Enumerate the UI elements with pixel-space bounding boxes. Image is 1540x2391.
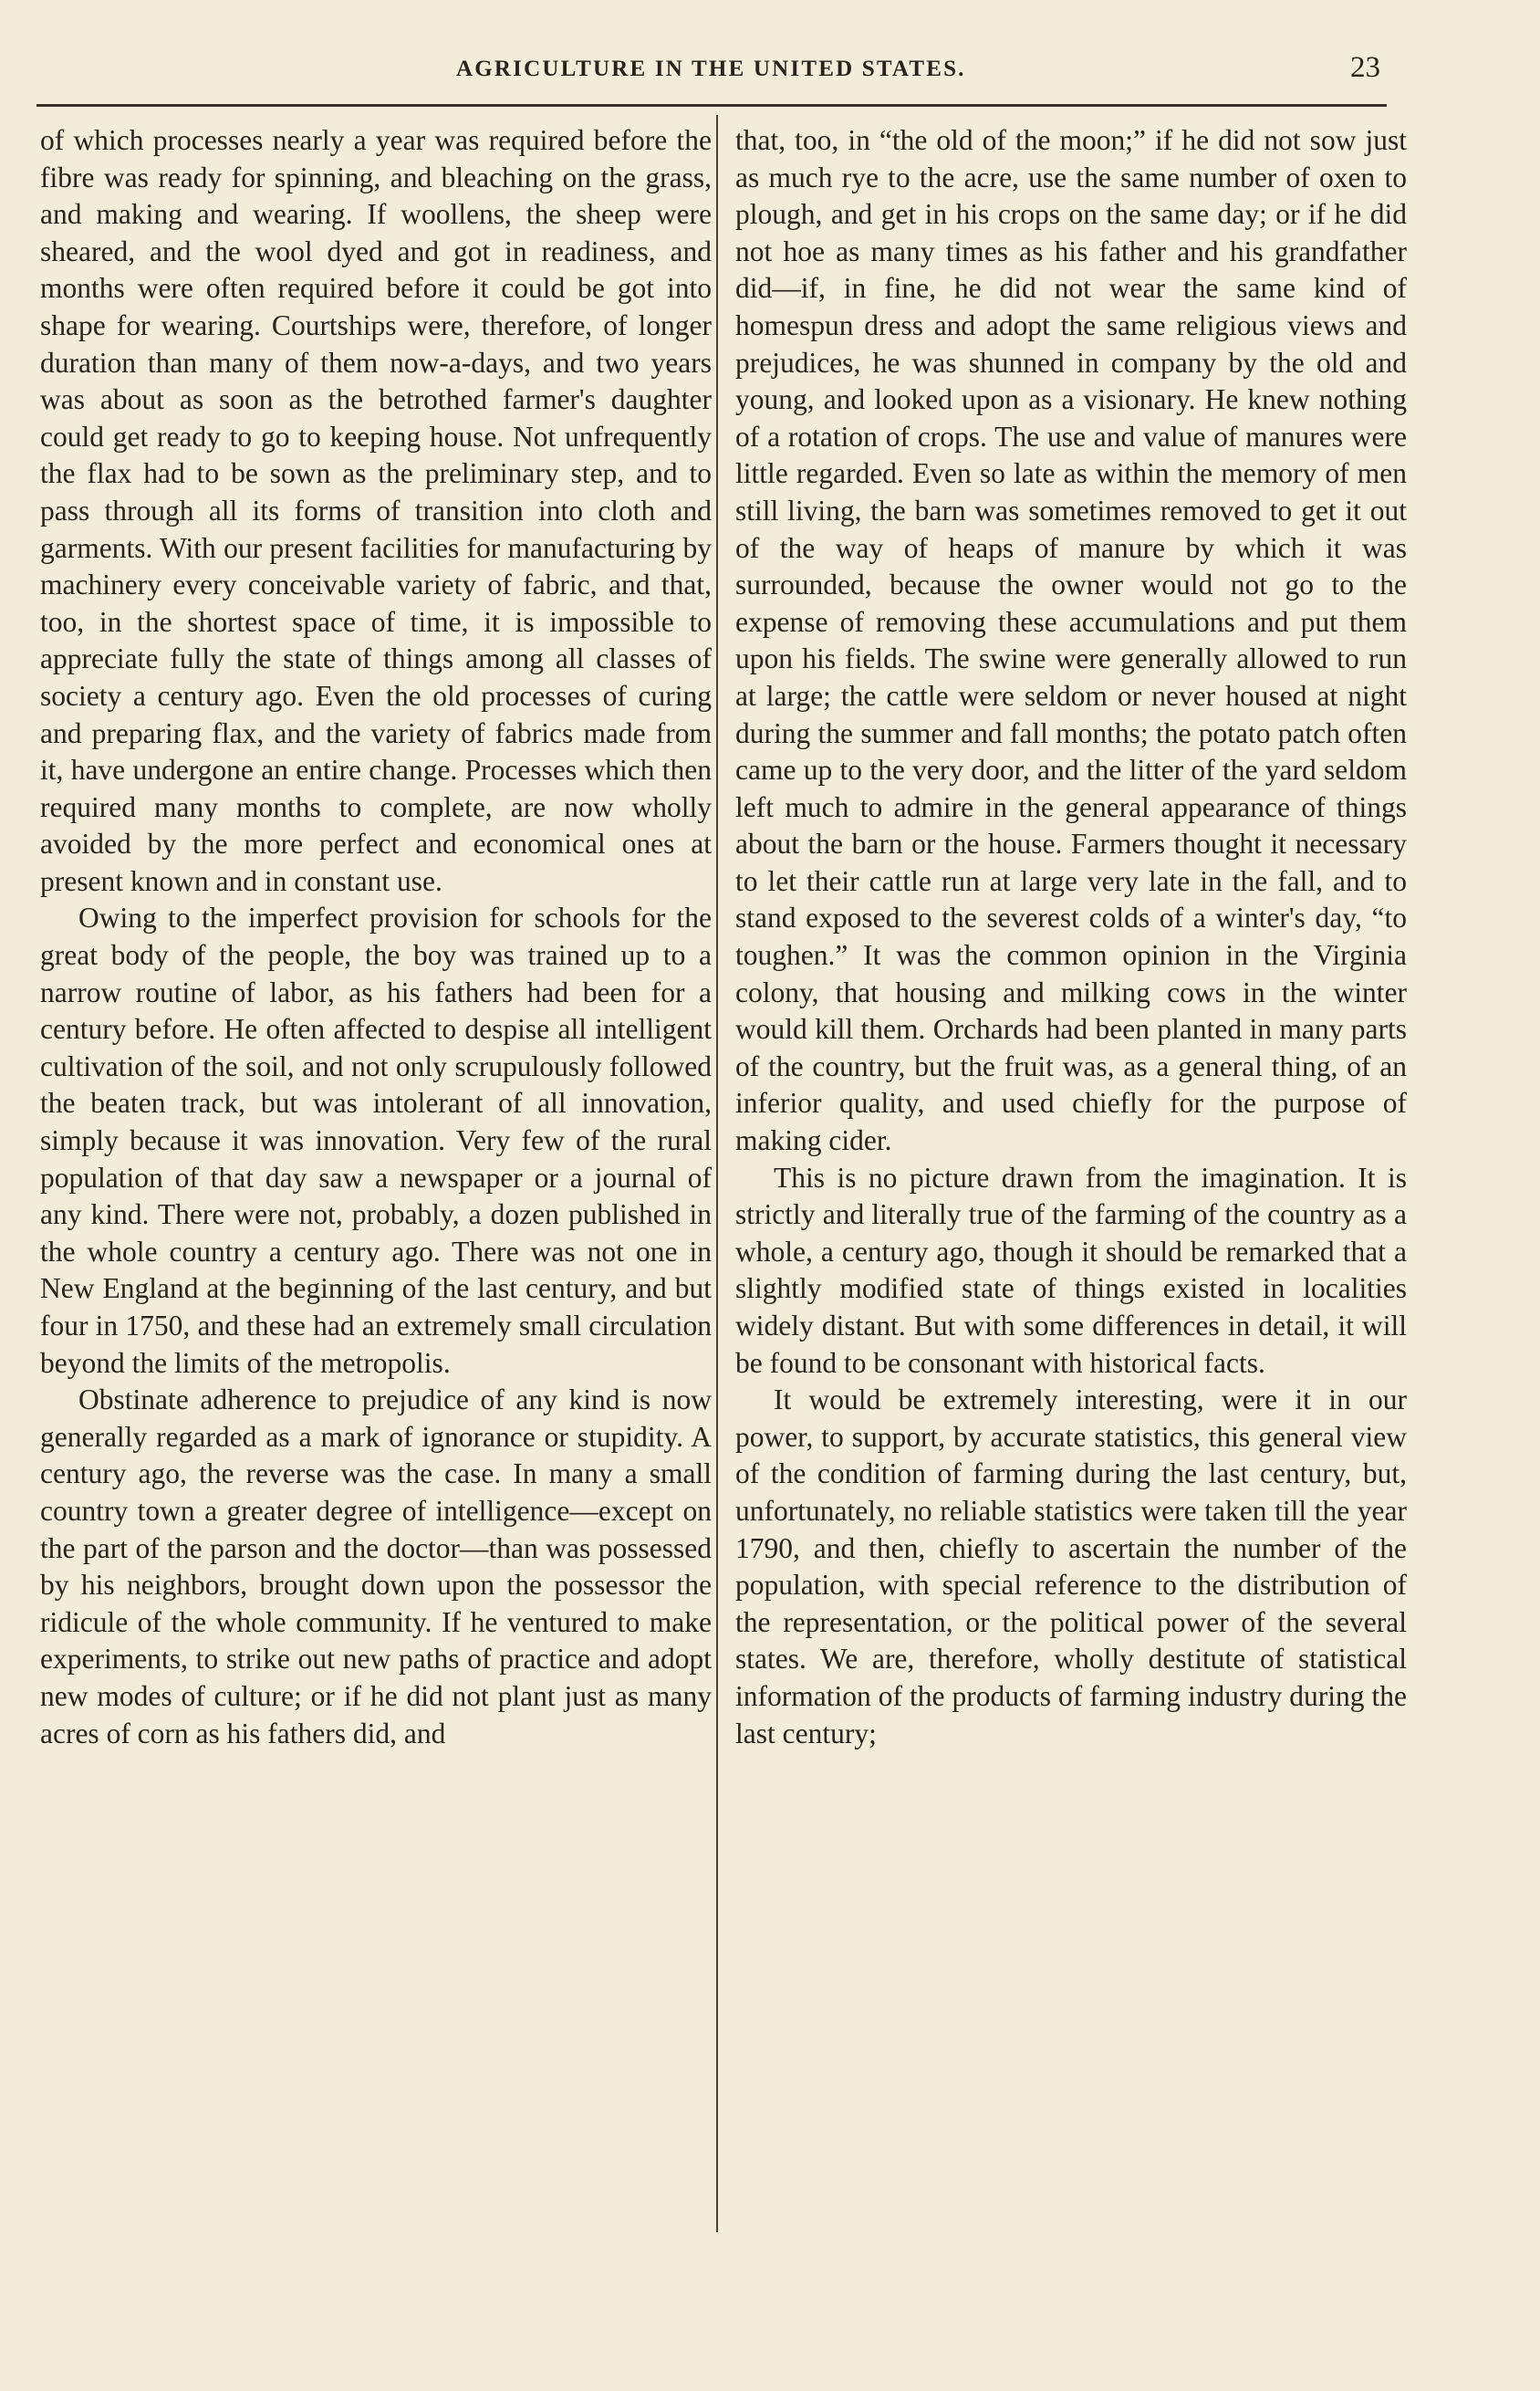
- paragraph: It would be extremely interesting, were it in our power, to support, by accurate statistics, this general view of the condition of farming during the last century, but, unfortunately, no reliable statistics were taken till the year 1790, and then, chiefly to ascertain the number of the population, with special reference to the distribution of the representation, or the political power of the several states. We are, therefore, wholly destitute of statistical information of the products of farming industry during the last century;: [735, 1383, 1407, 1749]
- paragraph: of which processes nearly a year was required before the fibre was ready for spinning, and bleaching on the grass, and making and wearing. If woollens, the sheep were sheared, and the wool dyed and got in readiness, and months were often required before it could be got into shape for wearing. Courtships were, therefore, of longer duration than many of them now-a-days, and two years was about as soon as the betrothed farmer's daughter could get ready to go to keeping house. Not unfrequently the flax had to be sown as the preliminary step, and to pass through all its forms of transition into cloth and garments. With our present facilities for manufacturing by machinery every conceivable variety of fabric, and that, too, in the shortest space of time, it is impossible to appreciate fully the state of things among all classes of society a century ago. Even the old processes of curing and preparing flax, and the variety of fabrics made from it, have undergone an entire change. Processes which then required many months to complete, are now wholly avoided by the more perfect and economical ones at present known and in constant use.: [40, 124, 712, 897]
- paragraph: Obstinate adherence to prejudice of any kind is now generally regarded as a mark of ignorance or stupidity. A century ago, the reverse was the case. In many a small country town a greater degree of intelligence—except on the part of the parson and the doctor—than was possessed by his neighbors, brought down upon the possessor the ridicule of the whole community. If he ventured to make experiments, to strike out new paths of practice and adopt new modes of culture; or if he did not plant just as many acres of corn as his fathers did, and: [40, 1383, 712, 1749]
- column-divider: [716, 115, 718, 2232]
- paragraph: that, too, in “the old of the moon;” if he did not sow just as much rye to the acre, use the same number of oxen to plough, and get in his crops on the same day; or if he did not hoe as many times as his father and his grandfather did—if, in fine, he did not wear the same kind of homespun dress and adopt the same religious views and prejudices, he was shunned in company by the old and young, and looked upon as a visionary. He knew nothing of a rotation of crops. The use and value of manures were little regarded. Even so late as within the memory of men still living, the barn was sometimes removed to get it out of the way of heaps of manure by which it was surrounded, because the owner would not go to the expense of removing these accumulations and put them upon his fields. The swine were generally allowed to run at large; the cattle were seldom or never housed at night during the summer and fall months; the potato patch often came up to the very door, and the litter of the yard seldom left much to admire in the general appearance of things about the barn or the house. Farmers thought it necessary to let their cattle run at large very late in the fall, and to stand exposed to the severest colds of a winter's day, “to toughen.” It was the common opinion in the Virginia colony, that housing and milking cows in the winter would kill them. Orchards had been planted in many parts of the country, but the fruit was, as a general thing, of an inferior quality, and used chiefly for the purpose of making cider.: [735, 124, 1407, 1157]
- running-title: AGRICULTURE IN THE UNITED STATES.: [456, 57, 966, 81]
- header-rule: [36, 104, 1387, 107]
- right-column: [735, 122, 1407, 1752]
- page-number: 23: [1350, 51, 1380, 84]
- left-column: [40, 122, 712, 1752]
- paragraph: This is no picture drawn from the imagination. It is strictly and literally true of the farming of the country as a whole, a century ago, though it should be remarked that a slightly modified state of things existed in localities widely distant. But with some differences in detail, it will be found to be consonant with historical facts.: [735, 1161, 1407, 1379]
- running-head: [36, 51, 1387, 88]
- paragraph: Owing to the imperfect provision for schools for the great body of the people, the boy was trained up to a narrow routine of labor, as his fathers had been for a century before. He often affected to despise all intelligent cultivation of the soil, and not only scrupulously followed the beaten track, but was intolerant of all innovation, simply because it was innovation. Very few of the rural population of that day saw a newspaper or a journal of any kind. There were not, probably, a dozen published in the whole country a century ago. There was not one in New England at the beginning of the last century, and but four in 1750, and these had an extremely small circulation beyond the limits of the metropolis.: [40, 902, 712, 1379]
